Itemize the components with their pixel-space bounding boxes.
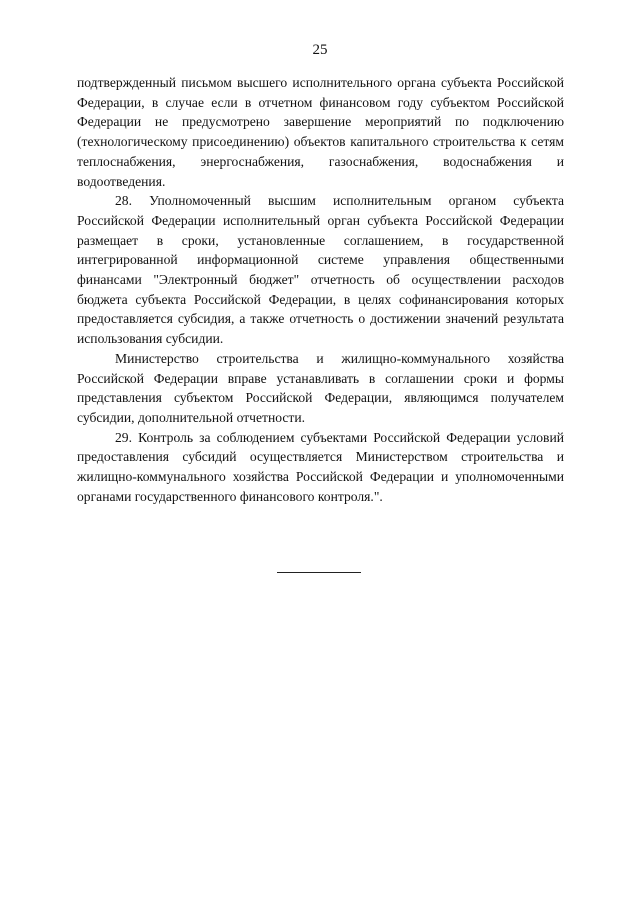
document-body [77,73,564,506]
paragraph-clause-28: 28. Уполномоченный высшим исполнительным органом субъекта Российской Федерации исполнительный орган субъекта Российской Федерации размещает в сроки, установленные соглашением, в государственной интегрированной информационной системе управления общественными финансами "Электронный бюджет" отчетность об осуществлении расходов бюджета субъекта Российской Федерации, в целях софинансирования которых предоставляется субсидия, а также отчетность о достижении значений результата использования субсидии. [77,193,564,347]
paragraph-clause-29: 29. Контроль за соблюдением субъектами Российской Федерации условий предоставления субсидий осуществляется Министерством строительства и жилищно-коммунального хозяйства Российской Федерации и уполномоченными органами государственного финансового контроля.". [77,429,564,504]
paragraph-continuation: подтвержденный письмом высшего исполнительного органа субъекта Российской Федерации, в случае если в отчетном финансовом году субъектом Российской Федерации не предусмотрено завершение мероприятий по подключению (технологическому присоединению) объектов капитального строительства к сетям теплоснабжения, энергоснабжения, газоснабжения, водоснабжения и водоотведения. [77,75,564,189]
page-number: 25 [312,42,328,58]
paragraph-ministry-rights: Министерство строительства и жилищно-коммунального хозяйства Российской Федерации вправе устанавливать в соглашении сроки и формы представления субъектом Российской Федерации, являющимся получателем субсидии, дополнительной отчетности. [77,350,564,425]
end-separator-line [277,572,361,573]
